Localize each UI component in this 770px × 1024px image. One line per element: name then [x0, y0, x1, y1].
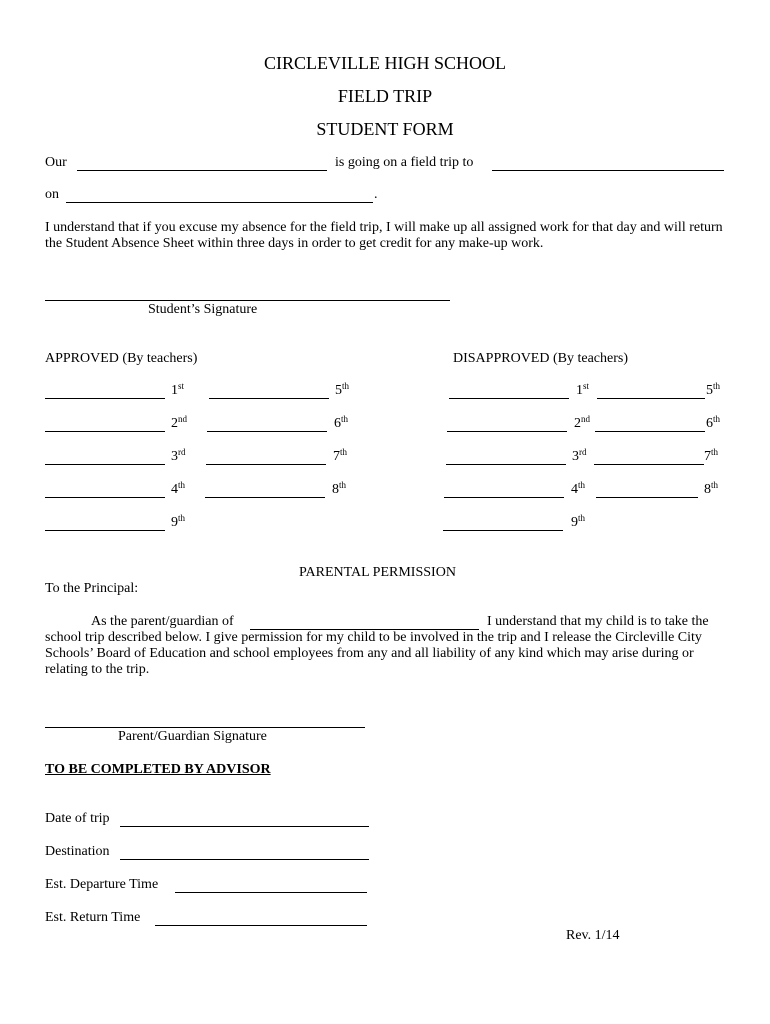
- understand-paragraph: I understand that if you excuse my absence for the field trip, I will make up all assigned work for that day and will return the Student Absence Sheet within three days in order to get credit for any make-up work.: [45, 220, 723, 251]
- disapproved-line-5[interactable]: [597, 398, 705, 399]
- permission-paragraph: school trip described below. I give permission for my child to be involved in the trip and I release the Circleville City Schools’ Board of Education and school employees from any and all liability of any kind which may arise during or relating to the trip.: [45, 630, 702, 677]
- disapproved-period-6: 6th: [706, 414, 721, 431]
- approved-line-2[interactable]: [45, 431, 165, 432]
- disapproved-heading: DISAPPROVED (By teachers): [453, 351, 628, 366]
- date-of-trip-blank[interactable]: [120, 826, 369, 827]
- school-title: CIRCLEVILLE HIGH SCHOOL: [264, 53, 506, 73]
- approved-period-2: 2nd: [171, 414, 187, 431]
- approved-period-7: 7th: [333, 447, 348, 464]
- approved-period-1: 1st: [171, 381, 185, 398]
- disapproved-line-3[interactable]: [446, 464, 566, 465]
- our-label: Our: [45, 155, 67, 170]
- approved-line-4[interactable]: [45, 497, 165, 498]
- approved-line-7[interactable]: [206, 464, 326, 465]
- advisor-heading: TO BE COMPLETED BY ADVISOR: [45, 762, 271, 777]
- understand-child-label: I understand that my child is to take the: [487, 614, 709, 629]
- approved-line-3[interactable]: [45, 464, 165, 465]
- departure-time-blank[interactable]: [175, 892, 367, 893]
- date-of-trip-label: Date of trip: [45, 811, 110, 826]
- disapproved-line-9[interactable]: [443, 530, 563, 531]
- revision-label: Rev. 1/14: [566, 928, 620, 943]
- disapproved-period-7: 7th: [704, 447, 719, 464]
- parent-signature-label: Parent/Guardian Signature: [118, 729, 267, 744]
- destination-label: Destination: [45, 844, 110, 859]
- student-signature-label: Student’s Signature: [148, 302, 258, 317]
- form-title-line3: STUDENT FORM: [316, 119, 454, 139]
- disapproved-period-1: 1st: [576, 381, 590, 398]
- form-title-line2: FIELD TRIP: [337, 86, 433, 106]
- disapproved-period-9: 9th: [571, 513, 586, 530]
- approved-line-1[interactable]: [45, 398, 165, 399]
- return-time-label: Est. Return Time: [45, 910, 141, 925]
- disapproved-line-4[interactable]: [444, 497, 564, 498]
- return-time-blank[interactable]: [155, 925, 367, 926]
- approved-line-8[interactable]: [205, 497, 325, 498]
- parental-permission-heading: PARENTAL PERMISSION: [299, 565, 456, 580]
- disapproved-period-3: 3rd: [572, 447, 587, 464]
- student-signature-line[interactable]: [45, 300, 450, 301]
- approved-line-5[interactable]: [209, 398, 329, 399]
- approved-period-8: 8th: [332, 480, 347, 497]
- disapproved-line-6[interactable]: [595, 431, 705, 432]
- disapproved-line-8[interactable]: [596, 497, 698, 498]
- approved-heading: APPROVED (By teachers): [45, 351, 198, 366]
- trip-destination-blank[interactable]: [492, 170, 724, 171]
- disapproved-line-7[interactable]: [594, 464, 704, 465]
- approved-period-4: 4th: [171, 480, 186, 497]
- going-label: is going on a field trip to: [335, 155, 474, 170]
- disapproved-period-5: 5th: [706, 381, 721, 398]
- to-principal-label: To the Principal:: [45, 581, 139, 596]
- period-mark: .: [374, 187, 378, 202]
- disapproved-line-2[interactable]: [447, 431, 567, 432]
- approved-period-6: 6th: [334, 414, 349, 431]
- approved-period-9: 9th: [171, 513, 186, 530]
- disapproved-line-1[interactable]: [449, 398, 569, 399]
- disapproved-period-8: 8th: [704, 480, 719, 497]
- trip-date-blank[interactable]: [66, 202, 373, 203]
- approved-period-5: 5th: [335, 381, 350, 398]
- disapproved-period-2: 2nd: [574, 414, 590, 431]
- departure-time-label: Est. Departure Time: [45, 877, 159, 892]
- approved-line-9[interactable]: [45, 530, 165, 531]
- approved-line-6[interactable]: [207, 431, 327, 432]
- as-parent-label: As the parent/guardian of: [91, 614, 234, 629]
- parent-signature-line[interactable]: [45, 727, 365, 728]
- disapproved-period-4: 4th: [571, 480, 586, 497]
- destination-blank[interactable]: [120, 859, 369, 860]
- approved-period-3: 3rd: [171, 447, 186, 464]
- on-label: on: [45, 187, 59, 202]
- student-name-blank[interactable]: [77, 170, 327, 171]
